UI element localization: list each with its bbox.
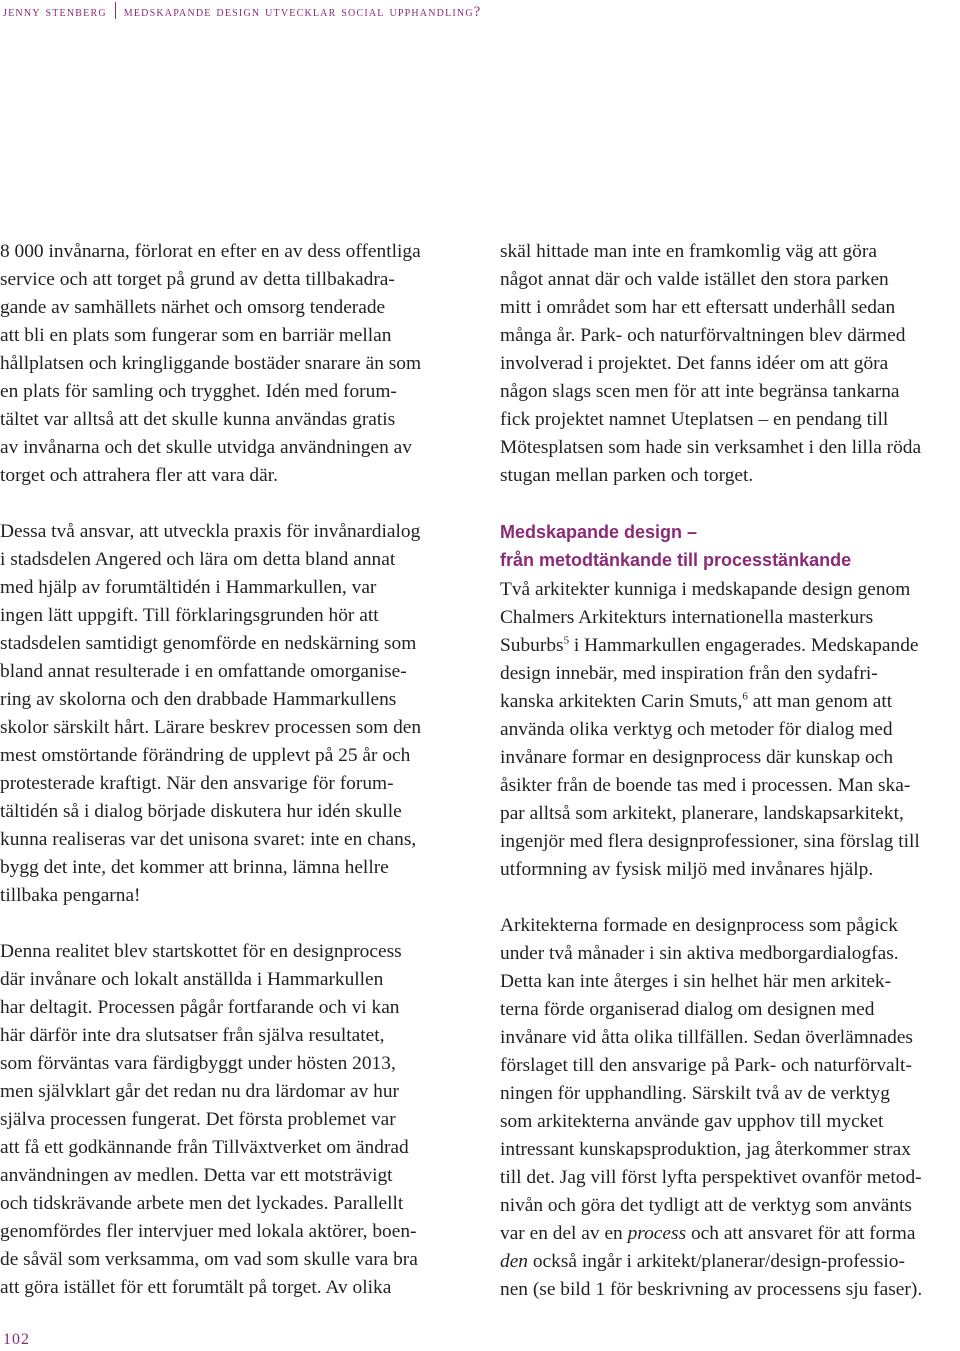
text-run: och att ansvaret för att forma <box>690 1223 916 1244</box>
body-paragraph <box>500 912 960 1304</box>
text-run: Två arkitekter kunniga i medskapande design genom Chalmers Arkitekturs internationella masterkurs Suburbs <box>500 579 911 656</box>
left-column <box>0 238 460 1302</box>
text-run: också ingår i arkitekt/planerar/design-professio- nen (se bild 1 för beskrivning av processens sju faser). <box>500 1251 923 1300</box>
text-run: i Hammarkullen engagerades. Medskapande design innebär, med inspiration från den sydafri- kanska arkitekten Carin Smuts, <box>500 635 919 712</box>
running-head <box>3 2 481 21</box>
right-column <box>500 238 960 1304</box>
body-paragraph: Denna realitet blev startskottet för en designprocess där invånare och lokalt anställda i Hammarkullen har deltagit. Processen pågår fortfarande och vi kan här därför inte dra slutsatser från själva resultatet, som förväntas vara färdigbyggt under hösten 2013, men självklart går det redan nu dra lärdomar av hur själva processen fungerat. Det första problemet var att få ett godkännande från Tillväxtverket om ändrad användningen av medlen. Detta var ett motsträvigt och tidskrävande arbete men det lyckades. Parallellt genomfördes fler intervjuer med lokala aktörer, boen- de såväl som verksamma, om vad som skulle vara bra att göra istället för ett forumtält på torget. Av olika <box>0 941 418 1298</box>
body-paragraph <box>500 576 960 884</box>
section-heading: Medskapande design – från metodtänkande till processtänkande <box>500 522 852 570</box>
footnote-ref: 6 <box>742 690 748 703</box>
body-paragraph: Dessa två ansvar, att utveckla praxis för invånardialog i stadsdelen Angered och lära om detta bland annat med hjälp av forumtältidén i Hammarkullen, var ingen lätt uppgift. Till förklaringsgrunden hör att stadsdelen samtidigt genomförde en nedskärning som bland annat resulterade i en omfattande omorganise- ring av skolorna och den drabbade Hammarkullens skolor särskilt hårt. Lärare beskrev processen som den mest omstörtande förändring de upplevt på 25 år och protesterade kraftigt. När den ansvarige för forum- tältidén så i dialog började diskutera hur idén skulle kunna realiseras var det unisona svaret: inte en chans, bygg det inte, det kommer att brinna, lämna hellre tillbaka pengarna! <box>0 521 422 906</box>
running-head-title: medskapande design utvecklar social upphandling? <box>123 4 482 20</box>
emphasis: den <box>500 1251 528 1272</box>
page-number: 102 <box>3 1331 30 1348</box>
body-paragraph: skäl hittade man inte en framkomlig väg att göra något annat där och valde istället den stora parken mitt i området som har ett eftersatt underhåll sedan många år. Park- och naturförvaltningen blev därmed involverad i projektet. Det fanns idéer om att göra någon slags scen men för att inte begränsa tankarna fick projektet namnet Uteplatsen – en pendang till Mötesplatsen som hade sin verksamhet i den lilla röda stugan mellan parken och torget. <box>500 241 922 486</box>
running-head-author: jenny stenberg <box>3 4 107 20</box>
footnote-ref: 5 <box>563 634 570 647</box>
body-paragraph: 8 000 invånarna, förlorat en efter en av dess offentliga service och att torget på grund av detta tillbakadra- gande av samhällets närhet och omsorg tenderade att bli en plats som fungerar som en barriär mellan hållplatsen och kringliggande bostäder snarare än som en plats för samling och trygghet. Idén med forum- tältet var alltså att det skulle kunna användas gratis av invånarna och det skulle utvidga användningen av torget och attrahera fler att vara där. <box>0 241 422 486</box>
running-head-divider <box>115 2 116 19</box>
text-run: att man genom att använda olika verktyg och metoder för dialog med invånare formar en designprocess där kunskap och åsikter från de boende tas med i processen. Man ska- par alltså som arkitekt, planerare, landskapsarkitekt, ingenjör med flera designprofessioner, sina förslag till utformning av fysisk miljö med invånares hjälp. <box>500 691 920 880</box>
text-run: Arkitekterna formade en designprocess som pågick under två månader i sin aktiva medborgardialogfas. Detta kan inte återges i sin helhet här men arkitek- terna förde organiserad dialog om designen med invånare vid åtta olika tillfällen. Sedan överlämnades förslaget till den ansvarige på Park- och naturförvalt- ningen för upphandling. Särskilt två av de verktyg som arkitekterna använde gav upphov till mycket intressant kunskapsproduktion, jag återkommer strax till det. Jag vill först lyfta perspektivet ovanför metod- nivån och göra det tydligt att de verktyg som använts var en del av en <box>500 915 922 1244</box>
emphasis: process <box>627 1223 687 1244</box>
